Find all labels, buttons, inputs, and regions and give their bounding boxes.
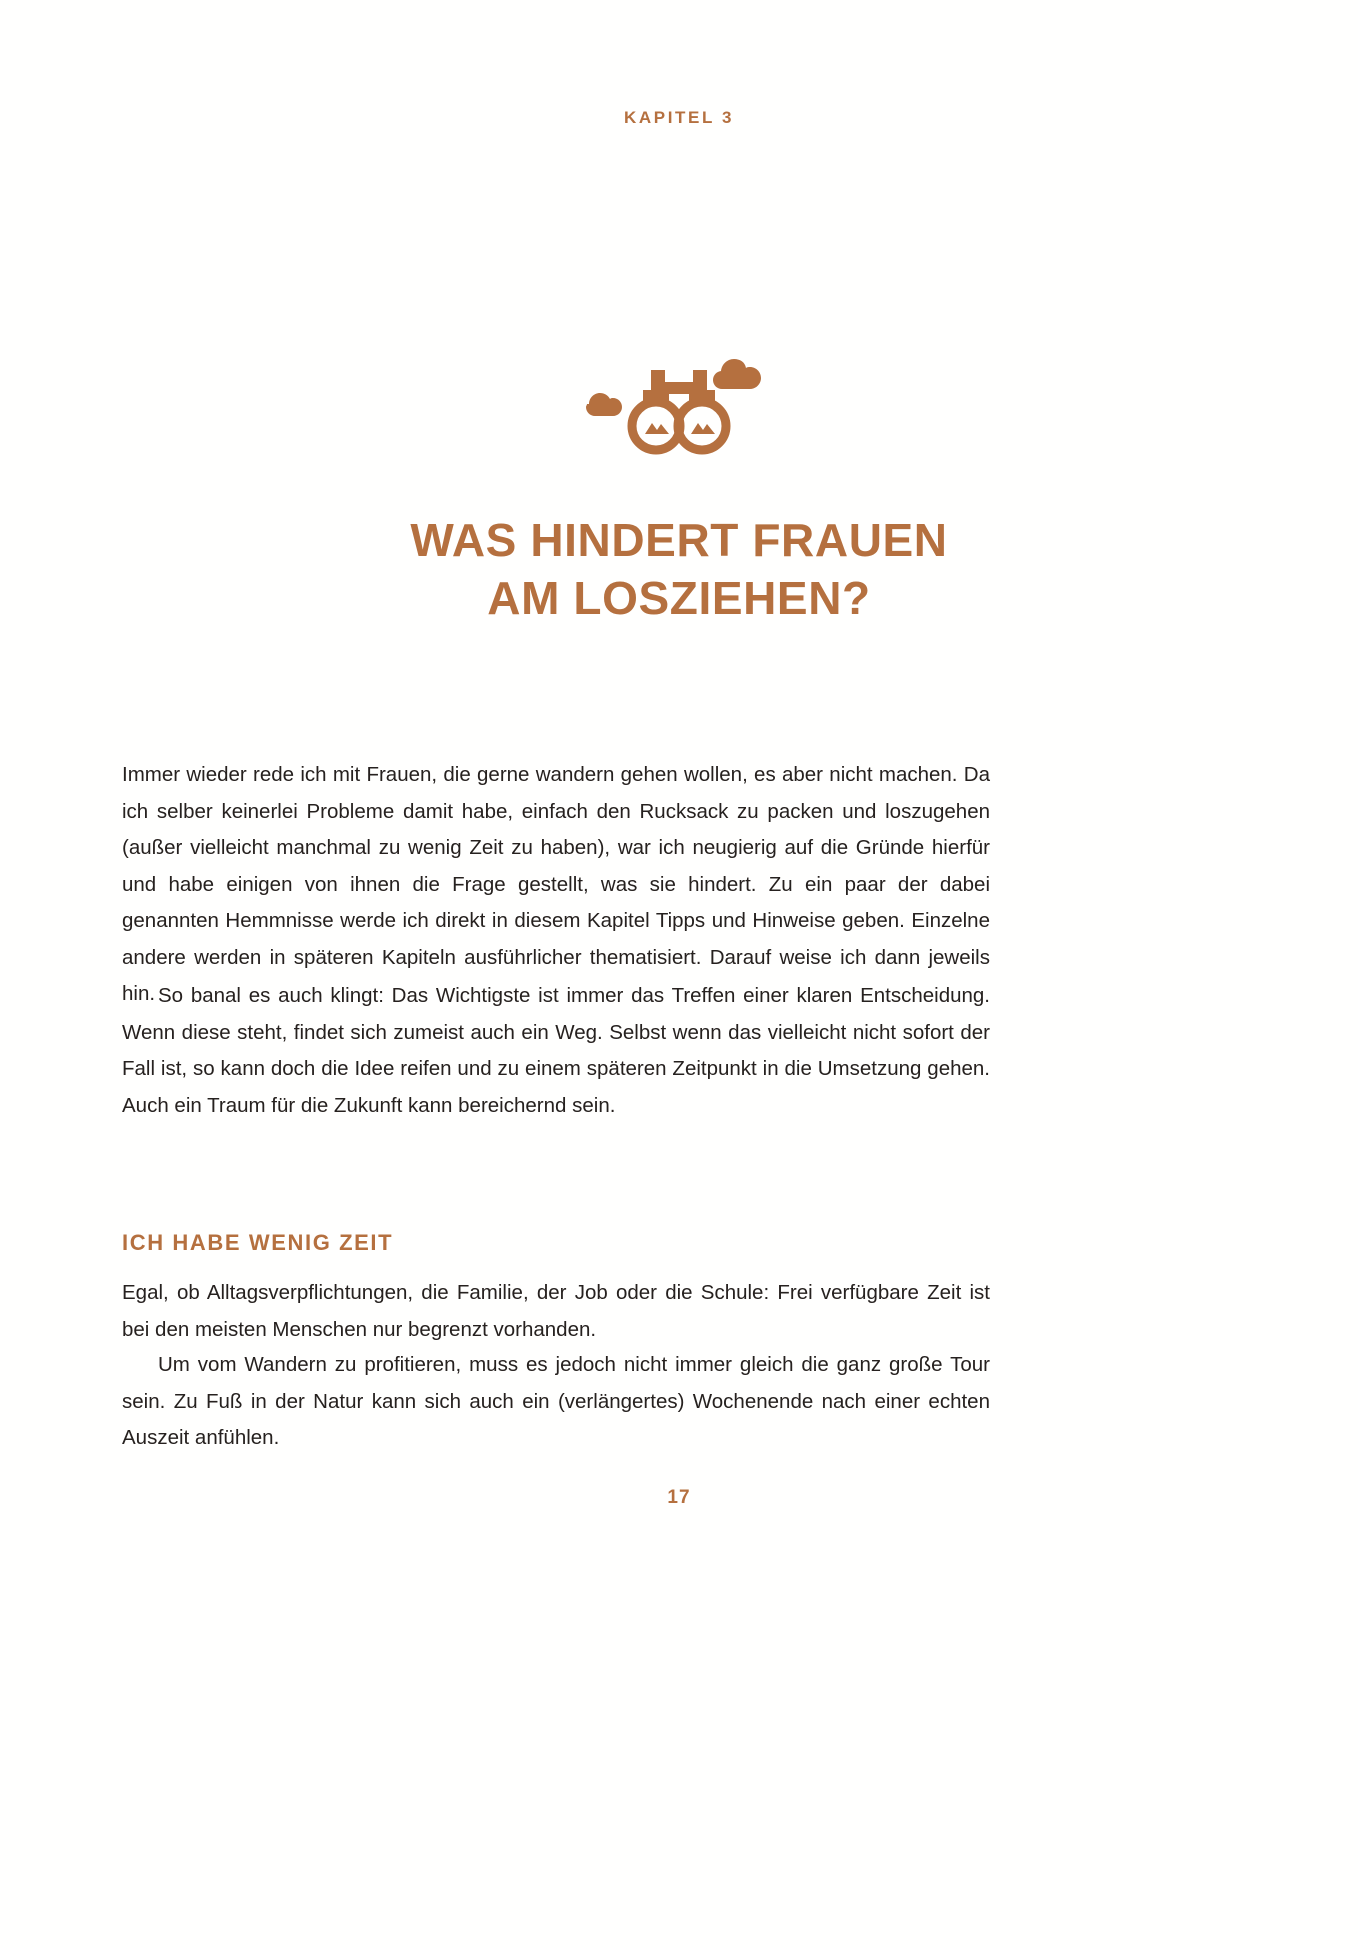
paragraph-text: Immer wieder rede ich mit Frauen, die gerne wandern gehen wollen, es aber nicht machen. Da ich selber keinerlei Probleme damit habe, einfach den Rucksack zu packen und loszugehen (außer vielleicht manchmal zu wenig Zeit zu haben), war ich neugierig auf die Gründe hierfür und habe einigen von ihnen die Frage gestellt, was sie hindert. Zu ein paar der dabei genannten Hemmnisse werde ich direkt in diesem Kapitel Tipps und Hinweise geben. Einzelne andere werden in späteren Kapiteln ausführlicher thematisiert. Darauf weise ich dann jeweils hin. (122, 763, 990, 1005)
running-head: KAPITEL 3 (624, 108, 734, 127)
chapter-title-line-1: WAS HINDERT FRAUEN (410, 513, 948, 566)
page-number: 17 (667, 1487, 691, 1508)
binoculars-with-clouds-icon (569, 352, 789, 462)
chapter-icon (0, 352, 1358, 462)
paragraph-time-2 (122, 1347, 990, 1457)
paragraph-text: Egal, ob Alltagsverpflichtungen, die Familie, der Job oder die Schule: Frei verfügbare Zeit ist bei den meisten Menschen nur begrenzt vorhanden. (122, 1281, 990, 1341)
paragraph-text: Um vom Wandern zu profitieren, muss es jedoch nicht immer gleich die ganz große Tour sein. Zu Fuß in der Natur kann sich auch ein (verlängertes) Wochenende nach einer echten Auszeit anfühlen. (122, 1353, 990, 1449)
paragraph-decision (122, 978, 990, 1124)
page-title (170, 511, 1188, 627)
paragraph-time-1 (122, 1275, 990, 1348)
section-heading: ICH HABE WENIG ZEIT (122, 1230, 394, 1256)
paragraph-text: So banal es auch klingt: Das Wichtigste ist immer das Treffen einer klaren Entscheidung. Wenn diese steht, findet sich zumeist auch ein Weg. Selbst wenn das vielleicht nicht sofort der Fall ist, so kann doch die Idee reifen und zu einem späteren Zeitpunkt in die Umsetzung gehen. Auch ein Traum für die Zukunft kann bereichernd sein. (122, 984, 990, 1117)
paragraph-intro (122, 757, 990, 1013)
chapter-title-line-2: AM LOSZIEHEN? (487, 571, 871, 624)
